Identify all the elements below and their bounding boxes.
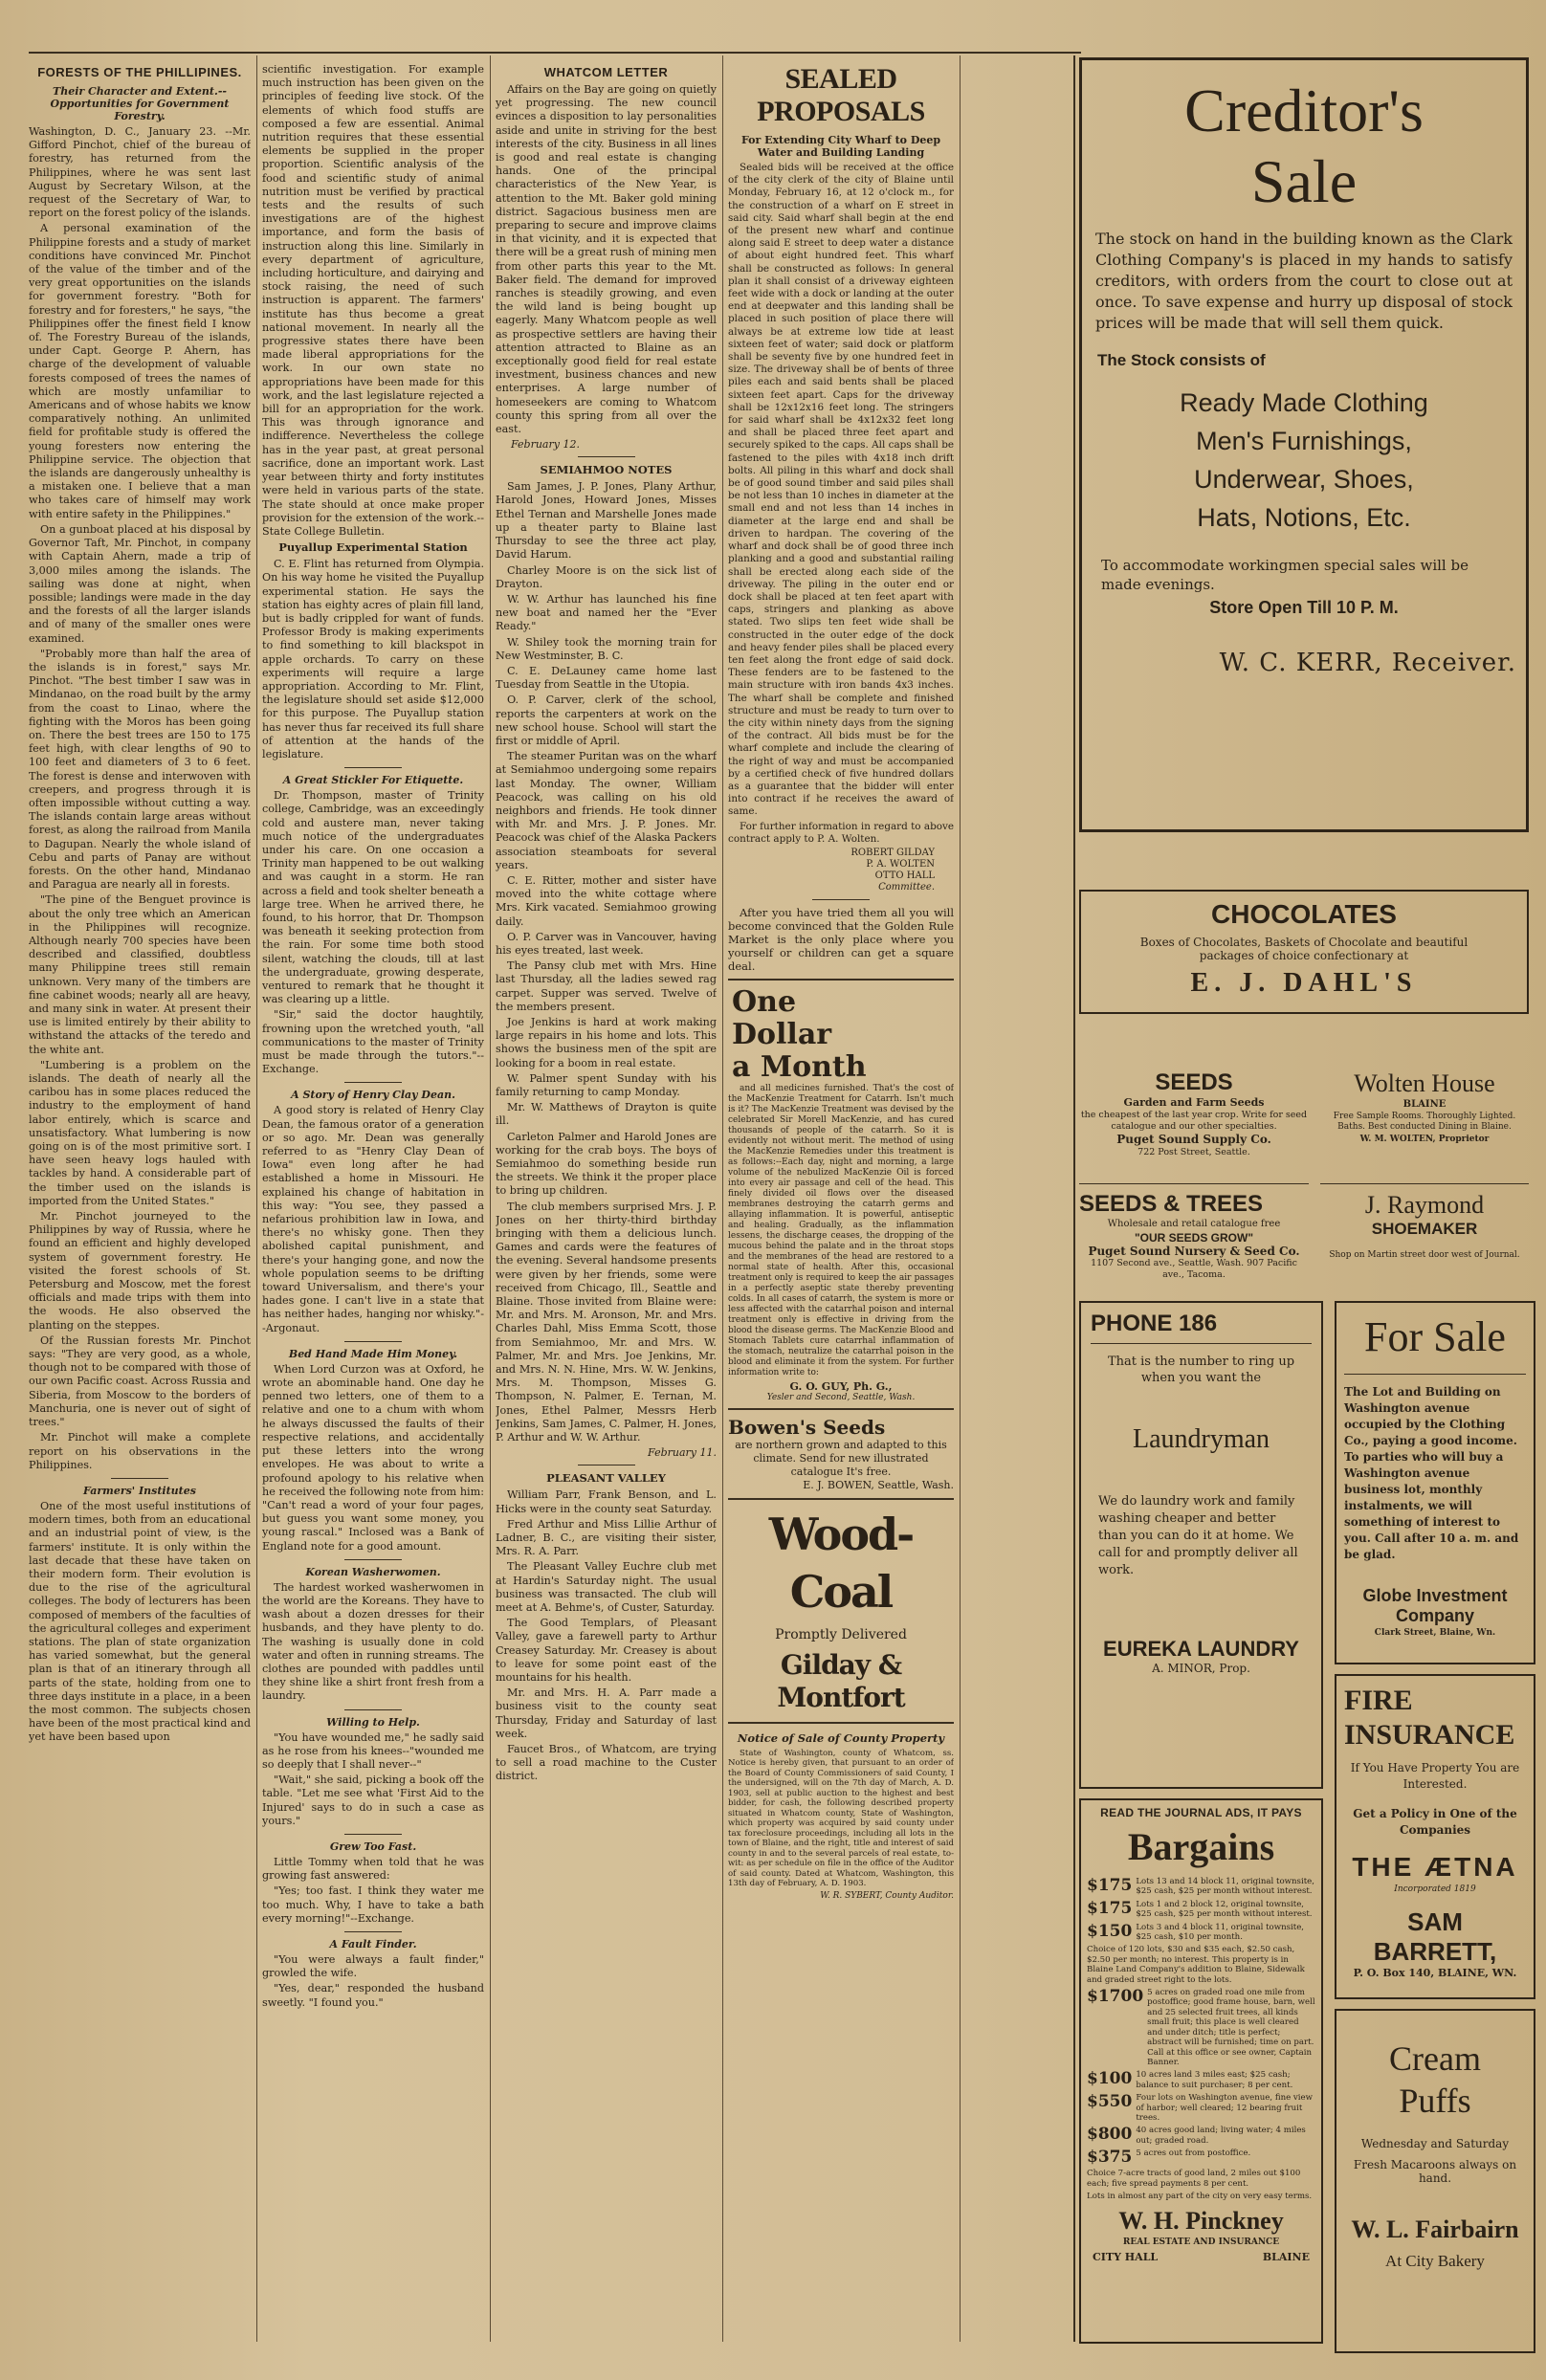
divider [344,1082,402,1083]
article-heading: Farmers' Institutes [83,1484,196,1497]
ad-subhead: Incorporated 1819 [1394,1884,1476,1894]
ad-title: Creditor's [1184,77,1424,144]
article-paragraph: "Wait," she said, picking a book off the table. "Let me see what 'First Aid to the Injured' says to do in such a case as yours." [262,1774,484,1827]
ad-firm: EUREKA LAUNDRY [1103,1637,1299,1661]
article-paragraph: "You have wounded me," he sadly said as he rose from his knees--"wounded me so deeply that I shall never--" [262,1730,484,1771]
ad-signature: G. O. GUY, Ph. G., [789,1379,893,1393]
seeds-ad [1079,1069,1309,1184]
article-paragraph: C. E. Flint has returned from Olympia. On his way home he visited the Puyallup experimental station. He says the station has eighty acres of plain fill land, but is badly crippled for want of funds. Professor Brody is making experiments to find something to kill blackspot in apple orchards. To carry on these experiments will require a large appropriation. According to Mr. Flint, the legislature should set aside $12,000 for this purpose. The Puyallup station has never thus far received its full share of attention at the hands of the legislature. [262,558,484,760]
ad-body: That is the number to ring up when you want the [1107,1355,1295,1385]
column-rule [490,55,491,2342]
signer: ROBERT GILDAY [850,847,935,858]
notice-title: Notice of Sale of County Property [737,1730,945,1745]
stock-item: Ready Made Clothing [1180,388,1428,417]
dateline: February 12. [511,438,580,452]
ad-body: The stock on hand in the building known as the Clark Clothing Company's is placed in my hands to satisfy creditors, with orders from the court to close out at once. To save expense and hurry up disposal of stock prices will be made that will sell them quick. [1095,230,1513,332]
bargain-price: $800 [1087,2125,1133,2145]
ad-title: Bargains [1127,1825,1275,1868]
ad-address: 722 Post Street, Seattle. [1137,1147,1250,1157]
ad-subhead: SHOEMAKER [1371,1220,1478,1238]
laundry-ad [1079,1301,1323,1789]
bargain-item [1087,2070,1315,2090]
ad-body: To accommodate workingmen special sales will be made evenings. [1101,557,1469,593]
bargain-description: 40 acres good land; living water; 4 miles out; graded road. [1136,2126,1306,2146]
ad-title: PHONE 186 [1091,1311,1218,1336]
article-paragraph: William Parr, Frank Benson, and L. Hicks were in the county seat Saturday. [496,1488,717,1515]
article-paragraph: "You were always a fault finder," growled the wife. [262,1952,484,1980]
ad-signature: W. M. WOLTEN, Proprietor [1359,1135,1490,1144]
ad-address: 1107 Second ave., Seattle, Wash. 907 Pacific ave., Tacoma. [1091,1258,1297,1280]
article-paragraph: C. E. DeLauney came home last Tuesday from Seattle in the Utopia. [496,664,717,692]
article-paragraph: Joe Jenkins is hard at work making large repairs in his home and lots. This shows the business men of the spit are looking for a boom in real estate. [496,1016,717,1069]
column-rule [1073,55,1075,2342]
raymond-ad [1320,1191,1529,1292]
article-paragraph: A good story is related of Henry Clay Dean, the famous orator of a generation or so ago. Mr. Dean was generally referred to as "Henry Clay Dean of Iowa" even long after he had established a home in Missouri. He explained his change of habitation in this way: "You see, they passed a nefarious prohibition law in Iowa, and there's no whisky gone. Then they abolished capital punishment, and there's your hanging gone, and now the whole population seems to be drifting toward Universalism, and there's your hades gone. I can't live in a state that has neither hades, hanging nor whisky."--Argonaut. [262,1104,484,1334]
ad-slogan: READ THE JOURNAL ADS, IT PAYS [1100,1806,1302,1819]
divider [344,1341,402,1342]
proposals-title: SEALED PROPOSALS [757,63,925,127]
article-paragraph: When Lord Curzon was at Oxford, he wrote an abominable hand. One day he penned two letters, one of them to a relative and one to a chum with whom he always discussed the faults of their respective relations, and accidentally put these letters into the wrong envelopes. He was about to write a profound apology to his relative when he received the following note from him: "Can't read a word of your four pages, but guess you want some money, you young rascal." Inclosed was a Bank of England note for a good amount. [262,1362,484,1553]
article-paragraph: "Probably more than half the area of the islands is in forest," says Mr. Pinchot. "The best timber I saw was in Mindanao, on the road built by the army from the coast to Linao, where the fighting with the Moros has been going on. There the best trees are 150 to 175 feet high, with clear lengths of 90 to 100 feet and diameters of 3 to 6 feet. The forest is dense and interwoven with creepers, and progress through it is often impossible without cutting a way. The islands contain large areas without forest, as along the railroad from Manila to Dagupan. Nearly the whole island of Cebu and parts of Panay are without forests. On the other hand, Mindanao and Paragua are nearly all in forests. [29,647,251,892]
wolten-house-ad [1320,1069,1529,1184]
article-heading: Grew Too Fast. [329,1840,417,1853]
bargain-price: $375 [1087,2148,1133,2168]
article-heading: A Story of Henry Clay Dean. [291,1089,455,1102]
ad-title: FIRE [1344,1685,1413,1716]
bargain-item [1087,1923,1315,1943]
ad-address: P. O. Box 140, BLAINE, WN. [1353,1967,1517,1979]
article-paragraph: For further information in regard to above contract apply to P. A. Wolten. [728,820,954,845]
ad-title: J. Raymond [1364,1191,1485,1219]
bargain-price: $175 [1087,1898,1133,1918]
ad-headline-line: a Month [732,1049,867,1084]
bargain-price: $100 [1087,2069,1133,2089]
divider [344,1709,402,1710]
article-paragraph: The hardest worked washerwomen in the world are the Koreans. They have to wash about a dozen dresses for their husbands, and they have plenty to do. The washing is usually done in cold water and often in running streams. The clothes are pounded with paddles until they shine like a shirt front fresh from a laundry. [262,1580,484,1703]
article-paragraph: O. P. Carver was in Vancouver, having his eyes treated, last week. [496,930,717,957]
ad-subhead: Garden and Farm Seeds [1123,1096,1265,1109]
ad-subhead: The Stock consists of [1097,351,1266,369]
ad-address: Yesler and Second, Seattle, Wash. [766,1392,916,1402]
article-column-1 [29,63,251,2349]
ad-title: INSURANCE [1344,1719,1515,1751]
article-paragraph: The Pansy club met with Mrs. Hine last Thursday, all the ladies sewed rag carpet. Supper was served. Twelve of the members present. [496,959,717,1013]
ad-firm: W. L. Fairbairn [1351,2215,1519,2243]
ad-body: Boxes of Chocolates, Baskets of Chocolate and beautiful packages of choice confectionary at [1139,936,1469,962]
article-paragraph: The Good Templars, of Pleasant Valley, gave a farewell party to Arthur Creasey Saturday. Mr. Creasey is about to leave for some point east of the mountains for his health. [496,1617,717,1684]
ad-headline [728,986,954,1084]
ad-title: Bowen's Seeds [728,1415,886,1439]
column-rule [960,55,961,2342]
ad-firm: THE ÆTNA [1352,1852,1518,1882]
bargain-price: $1700 [1087,1987,1144,2007]
article-column-4 [728,63,954,2349]
stock-item: Men's Furnishings, [1196,427,1412,455]
article-paragraph: "Yes; too fast. I think they water me too much. Why, I have to take a bath every morning!"--Exchange. [262,1884,484,1925]
bargain-item [1087,1988,1315,2067]
article-paragraph: O. P. Carver, clerk of the school, reports the carpenters at work on the new school house. School will start the first or middle of April. [496,694,717,747]
bargain-item [1087,1877,1315,1897]
article-paragraph: C. E. Ritter, mother and sister have moved into the white cottage where Mrs. Kirk vacated. Semiahmoo growing daily. [496,873,717,928]
ad-subhead: REAL ESTATE AND INSURANCE [1122,2237,1280,2248]
proposals-subtitle: For Extending City Wharf to Deep Water and Building Landing [740,134,941,159]
divider [344,1834,402,1835]
article-paragraph: Mr. Pinchot journeyed to the Philippines by way of Russia, where he found an efficient and highly developed system of government forestry. He visited the forest schools of St. Petersburg and Moscow, met the forest officials and made trips with them into the woods. He also observed the planting on the steppes. [29,1210,251,1332]
ad-firm: Globe Investment Company [1362,1586,1508,1625]
ad-body: Get a Policy in One of the Companies [1353,1807,1517,1837]
bargain-description: Lots 13 and 14 block 11, original townsite, $25 cash, $25 per month without interest. [1136,1877,1314,1897]
ad-body: the cheapest of the last year crop. Write for seed catalogue and our other specialties. [1080,1110,1308,1132]
article-subtitle: Their Character and Extent.--Opportunities for Government Forestry. [50,85,230,122]
chocolates-ad [1079,890,1529,1014]
article-paragraph: Carleton Palmer and Harold Jones are working for the crab boys. The boys of Semiahmoo do something beside run the streets. We think it the proper place to bring up children. [496,1130,717,1198]
article-column-2 [262,63,484,2349]
article-paragraph: "Sir," said the doctor haughtily, frowning upon the wretched youth, "all communications to the master of Trinity must be made through the tutors."--Exchange. [262,1008,484,1076]
ad-body: Shop on Martin street door west of Journal. [1329,1250,1520,1260]
signer: OTTO HALL [874,870,935,881]
ad-firm: Puget Sound Supply Co. [1116,1133,1271,1146]
ad-title: CHOCOLATES [1211,899,1397,929]
ad-title: SEEDS & TREES [1079,1191,1264,1217]
divider [812,899,870,900]
ad-body: The Lot and Building on Washington avenue occupied by the Clothing Co., paying a good income. To parties who will buy a Washington avenue business lot, monthly instalments, we will something of interest to you. Call after 10 a. m. and be glad. [1344,1385,1519,1561]
article-paragraph: A personal examination of the Philippine forests and a study of market conditions have convinced Mr. Pinchot of the value of the timber and of the very great opportunities on the islands for government forestry. "Both for forestry and for foresters," he says, "the Philippines offer the finest field I know of. The Forestry Bureau of the islands, under Capt. George P. Ahern, has charge of the development of valuable forests composed of trees the names of which are mostly unfamiliar to Americans and of whose habits we know comparatively nothing. An unlimited field for profitable study is offered the young foresters now entering the Philippine service. The objection that the islands are dangerously unhealthy is a mistaken one. I believe that a man who takes care of himself may work with entire safety in the Philippines." [29,222,251,520]
bargain-description: 10 acres land 3 miles east; $25 cash; balance to suit purchaser; 8 per cent. [1136,2070,1293,2090]
ad-subhead: Wholesale and retail catalogue free [1107,1219,1281,1229]
market-notice: After you have tried them all you will become convinced that the Golden Rule Market is the only place where you yourself or children can get a square deal. [728,905,954,973]
article-paragraph: Affairs on the Bay are going on quietly yet progressing. The new council evinces a disposition to lay personalities aside and unite in striving for the best interests of the city. Business in all lines is good and real estate is changing hands. One of the principal characteristics of the New Year, is attention to the Mt. Baker gold mining district. Sagacious business men are preparing to secure and improve claims in that vicinity, and it is expected that there will be a great rush of mining men from other parts this year to the Mt. Baker field. The demand for improved ranches is steadily growing, and even the wild land is being bought up eagerly. Many Whatcom people as well as prospective settlers are having their attention attracted to Blaine as an exceptionally good field for real estate investment, business chances and new enterprises. A large number of homeseekers are coming to Whatcom county this spring from all over the east. [496,83,717,436]
bargain-description: Choice 7-acre tracts of good land, 2 miles out $100 each; five spread payments 8 per cent. [1087,2169,1301,2189]
article-heading: SEMIAHMOO NOTES [540,463,673,477]
ad-body: We do laundry work and family washing cheaper and better than you can do it at home. We call for and promptly deliver all work. [1098,1494,1298,1577]
bargain-item [1087,2169,1315,2189]
bargain-price: $150 [1087,1921,1133,1941]
ad-signature: SAM BARRETT, [1373,1907,1497,1966]
article-paragraph: "The pine of the Benguet province is about the only tree which an American in the Philippines will recognize. Although nearly 700 species have been described and classified, doubtless many Philippine trees still remain unknown. Very many of the timbers are fine cabinet woods; nearly all are heavy, and many sink in water. At present their use is limited entirely by their ability to withstand the attacks of the teredo and the white ant. [29,893,251,1056]
article-paragraph: "Lumbering is a problem on the islands. The death of nearly all the caribou has in some places reduced the industry to the employment of hand labor entirely, which is scarce and unsatisfactory. What lumbering is now going on is of the most primitive sort. I have seen heavy logs hauled with tackles by hand. A considerable part of the timber used on the islands is imported from the United States." [29,1058,251,1207]
bargain-description: Lots 3 and 4 block 11, original townsite, $25 cash, $10 per month. [1136,1922,1305,1943]
woodcoal-title: Wood-Coal [768,1508,914,1618]
article-heading: Bed Hand Made Him Money. [288,1347,458,1360]
divider [578,456,635,457]
article-title: FORESTS OF THE PHILLIPINES. [37,65,242,79]
bargain-item [1087,2192,1315,2201]
bargain-price: $550 [1087,2092,1133,2112]
ad-title: Cream [1389,2039,1481,2078]
signer: P. A. WOLTEN [866,858,935,870]
article-heading: A Fault Finder. [329,1937,417,1950]
bargain-description: 5 acres out from postoffice. [1136,2149,1251,2159]
seeds-trees-ad [1079,1191,1309,1292]
column-rule [256,55,257,2342]
ad-headline-line: Dollar [732,1017,832,1051]
ad-headline-line: One [732,984,797,1019]
woodcoal-firm: Gilday & Montfort [777,1648,905,1713]
article-paragraph: Little Tommy when told that he was growing fast answered: [262,1855,484,1883]
article-paragraph: W. Shiley took the morning train for New Westminster, B. C. [496,635,717,662]
article-paragraph: scientific investigation. For example much instruction has been given on the principles of feeding live stock. Of the elements of which food stuffs are composed a few are essential. Animal nutrition requires that these essential elements be supplied in the proper proportion. Scientific analysis of the food and scientific study of animal nutrition must be verified by practical tests and the results of such investigations are of the highest importance, and form the basis of instruction along this line. Similarly in every department of agriculture, including horticulture, and dairying and stock raising, the need of such instruction is apparent. The farmers' institute has thus become a great national movement. In nearly all the progressive states there have been made liberal appropriations for the work. In our own state no appropriations have been made for this work, and the last legislature rejected a bill for an appropriation for the work. This was through ignorance and indifference. Nevertheless the college has in the year past, at great personal sacrifice, done an important work. Last year between thirty and forty institutes were held in various parts of the state. The state should at once make proper provision for the extension of the work.--State College Bulletin. [262,63,484,538]
ad-slogan: "OUR SEEDS GROW" [1134,1231,1254,1245]
creditors-sale-ad [1079,57,1529,832]
dateline: February 11. [648,1446,717,1460]
ad-signature: A. MINOR, Prop. [1152,1662,1250,1675]
article-paragraph: The club members surprised Mrs. J. P. Jones on her thirty-third birthday bringing with them a delicious lunch. Games and cards were the features of the evening. Several handsome presents were given by her friends, some were received from Chicago, Ill., Seattle and Blaine. Those invited from Blaine were: Mr. and Mrs. M. Aronson, Mr. and Mrs. Charles Dahl, Miss Emma Scott, those from Semiahmoo, Mr. and Mrs. W. Palmer, Mr. and Mrs. Joe Jenkins, Mr. and Mrs. N. N. Hine, Mrs. W. W. Jenkins, Mrs. M. Thompson, Misses G. Thompson, N. Palmer, E. Ternan, M. Jones, Ethel Palmer, Messrs Herb Jenkins, Sam James, C. Palmer, H. Jones, P. Arthur and W. W. Arthur. [496,1200,717,1444]
article-paragraph: The steamer Puritan was on the wharf at Semiahmoo undergoing some repairs last Monday. The owner, William Peacock, was calling on his old neighbors and friends. He took dinner with Mr. and Mrs. J. P. Jones. Mr. Peacock was chief of the Alaska Packers association steamboats for several years. [496,750,717,871]
article-paragraph: Mr. W. Matthews of Drayton is quite ill. [496,1101,717,1128]
for-sale-ad [1335,1301,1535,1664]
bargain-item [1087,2149,1315,2166]
ad-body: are northern grown and adapted to this climate. Send for new illustrated catalogue It's free. [735,1438,947,1478]
ad-address: At City Bakery [1385,2252,1485,2270]
ad-title: For Sale [1364,1313,1506,1360]
ad-body: Free Sample Rooms. Thoroughly Lighted. Baths. Best conducted Dining in Blaine. [1333,1112,1516,1132]
ad-body: If You Have Property You are Interested. [1350,1761,1520,1791]
article-heading: Puyallup Experimental Station [278,540,468,555]
article-paragraph: Mr. and Mrs. H. A. Parr made a business visit to the county seat Thursday, Friday and Saturday of last week. [496,1686,717,1740]
ad-body: Fresh Macaroons always on hand. [1353,2158,1517,2185]
signature-block [728,848,954,893]
article-heading: PLEASANT VALLEY [546,1471,666,1486]
fire-insurance-ad [1335,1674,1535,1999]
ad-firm: Puget Sound Nursery & Seed Co. [1088,1245,1300,1258]
ad-firm: W. H. Pinckney [1118,2207,1284,2236]
signer: Committee. [878,881,935,892]
divider [344,1559,402,1560]
bargain-description: 5 acres on graded road one mile from postoffice; good frame house, barn, well and 25 selected fruit trees, all kinds small fruit; this place is well cleared and under ditch; title is perfect; abstract will be furnished; time on part. Call at this office or see owner, Captain Banner. [1147,1988,1315,2067]
stock-item: Underwear, Shoes, [1194,465,1414,494]
article-paragraph: The Pleasant Valley Euchre club met at Hardin's Saturday night. The usual business was transacted. The club will meet at A. Behme's, of Custer, Saturday. [496,1560,717,1614]
cream-puffs-ad [1335,2009,1535,2353]
bargain-description: Lots 1 and 2 block 12, original townsite, $25 cash, $25 per month without interest. [1136,1899,1313,1920]
ad-headline: Laundryman [1132,1424,1270,1454]
bargain-list [1087,1877,1315,2201]
bargain-price: $175 [1087,1876,1133,1895]
ad-body: Wednesday and Saturday [1360,2137,1510,2150]
divider [344,767,402,768]
ad-address [1093,2251,1310,2263]
article-paragraph: Sealed bids will be received at the office of the city clerk of the city of Blaine until Monday, February 16, at 12 o'clock m., for the construction of a wharf on E street in said city. Said wharf shall begin at the end of the present new wharf and continue along said E street to deep water a distance of about eight hundred feet. This wharf shall be constructed as follows: In general plan it shall consist of a driveway eighteen feet wide with a dock or landing at the outer end at deepwater and this landing shall be placed in such position of place there will always be at extreme low tide at least sixteen feet of water; said dock or platform shall be seventy five by one hundred feet in size. The driveway shall be of bents of three piles each and said bents shall be placed sixteen feet apart. Caps for the driveway shall be 12x12x16 feet long. The stringers for said wharf shall be 4x12x32 feet long and shall be placed three feet apart and securely spiked to the caps. All caps shall be fastened to the piles with 4x18 inch drift bolts. All piling in this wharf and dock shall be of good sound timber and said piles shall be not less than 10 inches in diameter at the small end and not less than 14 inches in diameter at the large end and shall be driven to hardpan. The covering of the wharf and dock shall be of good three inch planking and a good and substantial railing shall be erected along each side of the driveway. The piling in the outer end or dock shall be placed at ten feet apart with caps, stringers and planking as above stated. Two slips ten feet wide shall be constructed in the outer edge of the dock and heavy fender piles shall be placed every ten feet along the front edge of said dock. These fenders are to be fastened to the main structure with iron bands 4x3 inches. The wharf shall be complete and finished structure and must be ready to turn over to the city within ninety days from the signing of the contract. All bids must be for the wharf complete and include the clearing of the right of way and must be accompanied by a certified check of five hundred dollars as a guarantee that the bidder will enter into contract if he receives the award of same. [728,162,954,818]
ad-address-line: CITY HALL [1093,2251,1159,2264]
bargain-description: Four lots on Washington avenue, fine view of harbor; well cleared; 12 bearing fruit trees. [1136,2093,1313,2123]
article-heading: Willing to Help. [326,1715,420,1729]
ad-address-line: BLAINE [1262,2251,1310,2264]
ad-title: Puffs [1399,2082,1471,2120]
bargains-ad [1079,1798,1323,2344]
article-paragraph: "Yes, dear," responded the husband sweetly. "I found you." [262,1982,484,2009]
article-paragraph: Washington, D. C., January 23. --Mr. Gifford Pinchot, chief of the bureau of forestry, has returned from the Philippines, where he was sent last August by Secretary Wilson, at the request of the Secretary of War, to report on the forest policy of the islands. [29,125,251,220]
top-rule [29,52,1081,54]
bargain-item [1087,1900,1315,1920]
bargain-item [1087,2093,1315,2123]
article-paragraph: W. Palmer spent Sunday with his family returning to camp Monday. [496,1071,717,1099]
ad-body: and all medicines furnished. That's the cost of the MacKenzie Treatment for Catarrh. Isn't much is it? The MacKenzie Treatment was devised by the celebrated Sir Morell MacKenzie, and has cured thousands of people of the catarrh. So it is evidently not without merit. The method of using the MacKenzie Remedies under this treatment is as follows:--Each day, night and morning, a large volume of the nebulized MacKenzie Oil is forced into every air passage and cell of the head. This finely divided oil flows over the diseased membranes destroying the catarrh germs and allaying inflammation. It is powerful, antiseptic and healing. Gradually, as the inflammation lessens, the discharge ceases, the dropping of the mucous behind the palate and in the throat stops and the membranes of the head are restored to a normal state of health. After this, occasional treatment only is required to keep the air passages in a perfectly aseptic state thereby preventing colds. In all cases of catarrh, the system is more or less affected with the catarrhal poison and internal treatment only is effective in driving from the blood the disease germs. The MacKenzie Blood and Stomach Tablets cure catarrhal inflammation of the stomach, neutralize the catarrhal poison in the blood and eliminate it from the system. For further information write to: [728,1083,954,1377]
article-paragraph: Faucet Bros., of Whatcom, are trying to sell a road machine to the Custer district. [496,1742,717,1783]
divider [111,1478,168,1479]
article-paragraph: Fred Arthur and Miss Lillie Arthur of Ladner, B. C., are visiting their sister, Mrs. R. A. Parr. [496,1517,717,1558]
bargain-description: Lots in almost any part of the city on very easy terms. [1087,2191,1313,2201]
article-paragraph: Mr. Pinchot will make a complete report on his observations in the Philippines. [29,1431,251,1471]
ad-signature: W. C. KERR, Receiver. [1219,649,1516,677]
article-paragraph: Dr. Thompson, master of Trinity college, Cambridge, was an exceedingly cold and austere man, never taking much notice of the undergraduates under his care. On one occasion a Trinity man happened to be out walking and was caught in a storm. He ran across a field and took shelter beneath a large tree. When he arrived there, he found, to his horror, that Dr. Thompson was beneath it seeking protection from the rain. For some time both stood silent, watching the clouds, till at last the undergraduate, growing desperate, ventured to remark that he thought it was clearing up a little. [262,789,484,1006]
article-paragraph: One of the most useful institutions of modern times, both from an educational and an industrial point of view, is the farmers' institute. It is only within the last decade that these have taken on their modern form. Their evolution is due to the rise of the agricultural colleges. The body of lecturers has been composed of members of the faculties of the agricultural colleges and experiment stations. The plan of state organization has varied somewhat, but the general plan is that of an itinerary through all parts of the state, holding from one to three days institute in a place, in a been the most common. The subjects chosen have been of the most practical kind and yet have been based upon [29,1499,251,1744]
bargain-item [1087,2126,1315,2146]
ad-subhead: BLAINE [1402,1099,1447,1110]
notice-body: State of Washington, county of Whatcom, ss. Notice is hereby given, that pursuant to an order of the Board of County Commissioners of said County, I the undersigned, will on the 7th day of March, A. D. 1903, sell at public auction to the highest and best bidder, for cash, the following described property situated in Whatcom county, State of Washington, which property was acquired by said county under tax foreclosure proceedings, including all lots in the town of Blaine, and the right, title and interest of said county in and to the several parcels of real estate, to-wit: as per schedule on file in the office of the Auditor of said county. Dated at Whatcom, Washington, this 13th day of February, A. D. 1903. [728,1748,954,1889]
ad-title: Sale [1250,147,1358,215]
article-heading: Korean Washerwomen. [305,1565,441,1578]
article-paragraph: Sam James, J. P. Jones, Plany Arthur, Harold Jones, Howard Jones, Misses Ethel Ternan and Marshelle Jones made up a theater party to Blaine last Thursday to see the three act play, David Harum. [496,480,717,562]
ad-address: Clark Street, Blaine, Wn. [1374,1628,1496,1638]
bargain-description: Choice of 120 lots, $30 and $35 each, $2.50 cash, $2.50 per month; no interest. This property is in Blaine Land Company's addition to Blaine, Sidewalk and graded street right to the lots. [1087,1945,1305,1985]
article-paragraph: W. W. Arthur has launched his fine new boat and named her the "Ever Ready." [496,592,717,633]
article-column-3 [496,63,717,2349]
stock-list [1092,384,1516,537]
article-title: WHATCOM LETTER [543,65,669,79]
ad-firm: E. J. DAHL'S [1190,968,1418,998]
ad-body: Promptly Delivered [775,1626,907,1642]
ad-signature: E. J. BOWEN, Seattle, Wash. [803,1478,954,1491]
bargain-item [1087,1945,1315,1985]
ad-title: Wolten House [1354,1069,1495,1097]
ad-title: SEEDS [1155,1069,1233,1095]
notice-signature: W. R. SYBERT, County Auditor. [820,1890,954,1901]
column-rule [722,55,723,2342]
stock-item: Hats, Notions, Etc. [1197,503,1411,532]
article-paragraph: On a gunboat placed at his disposal by Governor Taft, Mr. Pinchot, in company with Captain Ahern, made a trip of 3,000 miles among the islands. The sailing was done at night, when possible; landings were made in the day and the forests of all the larger islands and of many of the smaller ones were examined. [29,522,251,645]
article-paragraph: Charley Moore is on the sick list of Drayton. [496,563,717,590]
store-hours: Store Open Till 10 P. M. [1209,598,1399,617]
article-heading: A Great Stickler For Etiquette. [282,774,464,787]
article-paragraph: Of the Russian forests Mr. Pinchot says: "They are very good, as a whole, though not to be compared with those of our own Pacific coast. Across Russia and Siberia, from Moscow to the borders of Manchuria, one is never out of sight of trees." [29,1333,251,1429]
divider [344,1931,402,1932]
